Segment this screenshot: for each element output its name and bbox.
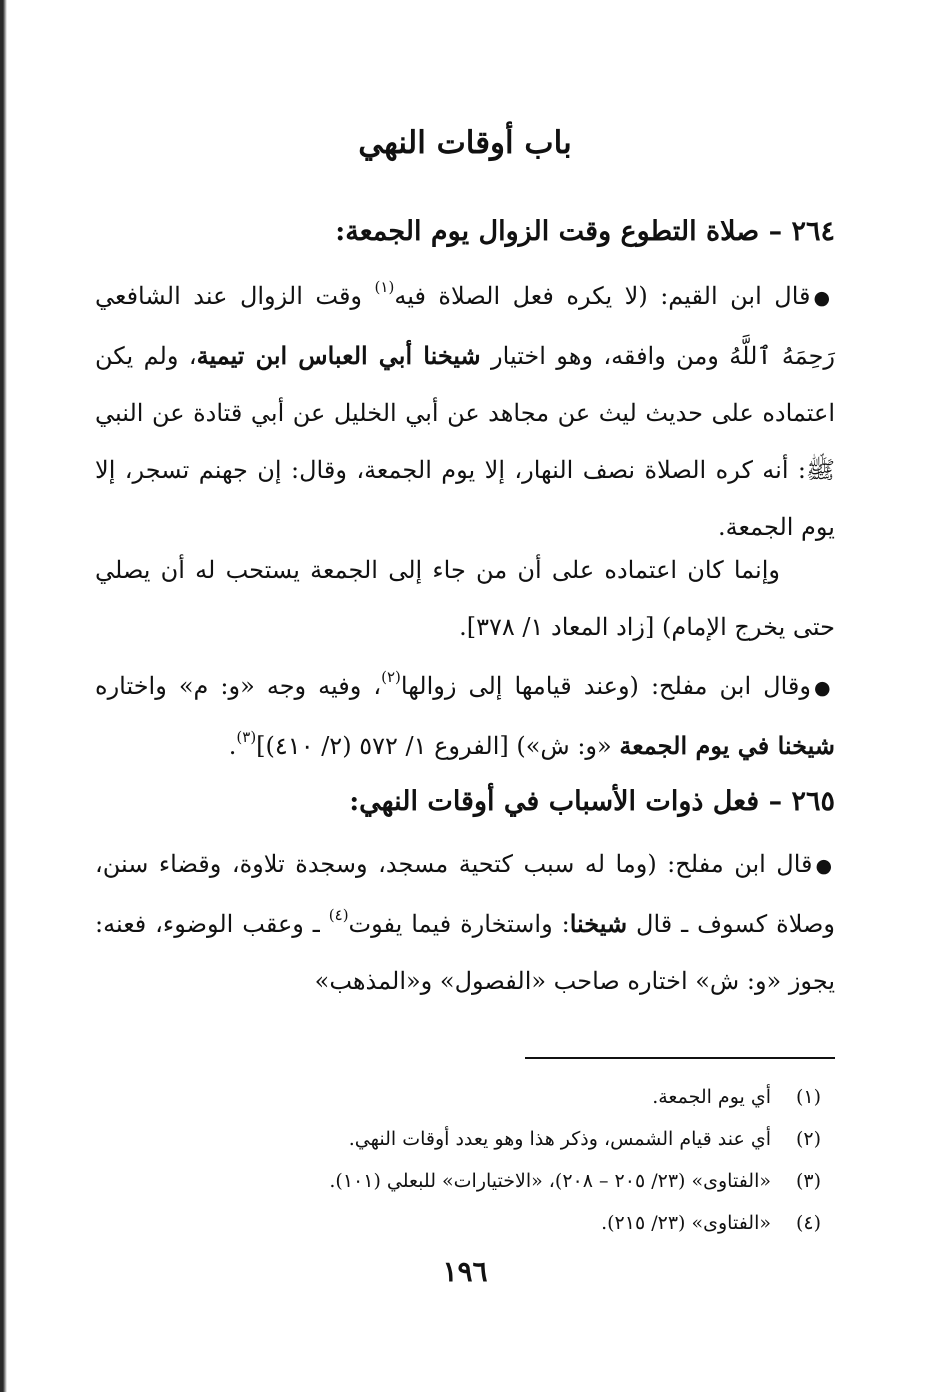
footnote-item: [95, 1076, 821, 1118]
bullet-icon: ●: [813, 677, 835, 699]
bold-text: شيخنا: [569, 909, 628, 938]
text-run: ، وفيه وجه «و: م» واختاره: [95, 672, 382, 700]
footnote-number: (٣): [795, 1170, 821, 1192]
footnote-text: أي عند قيام الشمس، وذكر هذا وهو يعدد أوقات النهي.: [348, 1128, 771, 1150]
section-264-heading: ٢٦٤ – صلاة التطوع وقت الزوال يوم الجمعة:: [335, 216, 835, 247]
footnote-divider: [525, 1057, 835, 1059]
section-264-paragraph-1: [95, 268, 835, 556]
bold-text: شيخنا أبي العباس ابن تيمية: [196, 341, 481, 370]
footnote-item: [95, 1118, 821, 1160]
text-run: : واستخارة فيما يفوت: [348, 910, 570, 938]
text-run: وقت الزوال عند الشافعي رَحِمَهُ ٱللَّهُ ومن وافقه، وهو اختيار: [95, 282, 835, 370]
book-page: [95, 0, 835, 1392]
text-run: ، ولم يكن اعتماده على حديث ليث عن مجاهد عن أبي الخليل عن أبي قتادة عن النبي ﷺ: أنه كره الصلاة نصف النهار، إلا يوم الجمعة، وقال: إن جهنم تسجر، إلا يوم الجمعة.: [95, 342, 835, 541]
text-run: وقال ابن مفلح: (وعند قيامها إلى زوالها: [400, 672, 811, 700]
text-run: ـ وعقب الوضوء، فعنه: يجوز «و: ش» اختاره صاحب «الفصول» و«المذهب»: [95, 910, 835, 995]
footnote-number: (١): [795, 1086, 821, 1108]
page-title: باب أوقات النهي: [358, 125, 572, 161]
bold-text: شيخنا في يوم الجمعة: [619, 731, 835, 760]
text-run: .: [228, 732, 237, 760]
section-264-paragraph-2: وإنما كان اعتماده على أن من جاء إلى الجمعة يستحب له أن يصلي حتى يخرج الإمام) [زاد المعاد ١/ ٣٧٨].: [95, 556, 835, 641]
footnote-number: (٤): [795, 1212, 821, 1234]
footnote-ref-2[interactable]: (٢): [381, 668, 401, 686]
footnote-number: (٢): [795, 1128, 821, 1150]
footnote-text: أي يوم الجمعة.: [652, 1086, 771, 1108]
bullet-icon: ●: [815, 855, 835, 877]
footnote-text: «الفتاوى» (٢٣/ ٢١٥).: [601, 1212, 771, 1234]
text-run: «و: ش») [الفروع ١/ ٥٧٢ (٢/ ٤١٠)]: [256, 732, 620, 760]
footnote-ref-1[interactable]: (١): [374, 278, 395, 296]
footnote-ref-4[interactable]: (٤): [328, 906, 349, 924]
section-265-paragraph-1: [95, 836, 835, 1010]
bullet-icon: ●: [813, 287, 835, 309]
footnote-item: [95, 1202, 821, 1244]
text-run: قال ابن القيم: (لا يكره فعل الصلاة فيه: [394, 282, 811, 310]
footnote-item: [95, 1160, 821, 1202]
section-265-heading: ٢٦٥ – فعل ذوات الأسباب في أوقات النهي:: [349, 786, 835, 817]
footnotes: [95, 1076, 821, 1244]
text-run: قال ابن مفلح: (وما له سبب كتحية مسجد، وسجدة تلاوة، وقضاء سنن، وصلاة كسوف ـ قال: [95, 850, 835, 938]
section-264-paragraph-3: [95, 658, 835, 775]
page-number: ١٩٦: [442, 1255, 488, 1288]
footnote-text: «الفتاوى» (٢٣/ ٢٠٥ – ٢٠٨)، «الاختيارات» للبعلي (١٠١).: [329, 1170, 771, 1192]
scan-edge: [0, 0, 7, 1392]
footnote-ref-3[interactable]: (٣): [236, 728, 257, 746]
